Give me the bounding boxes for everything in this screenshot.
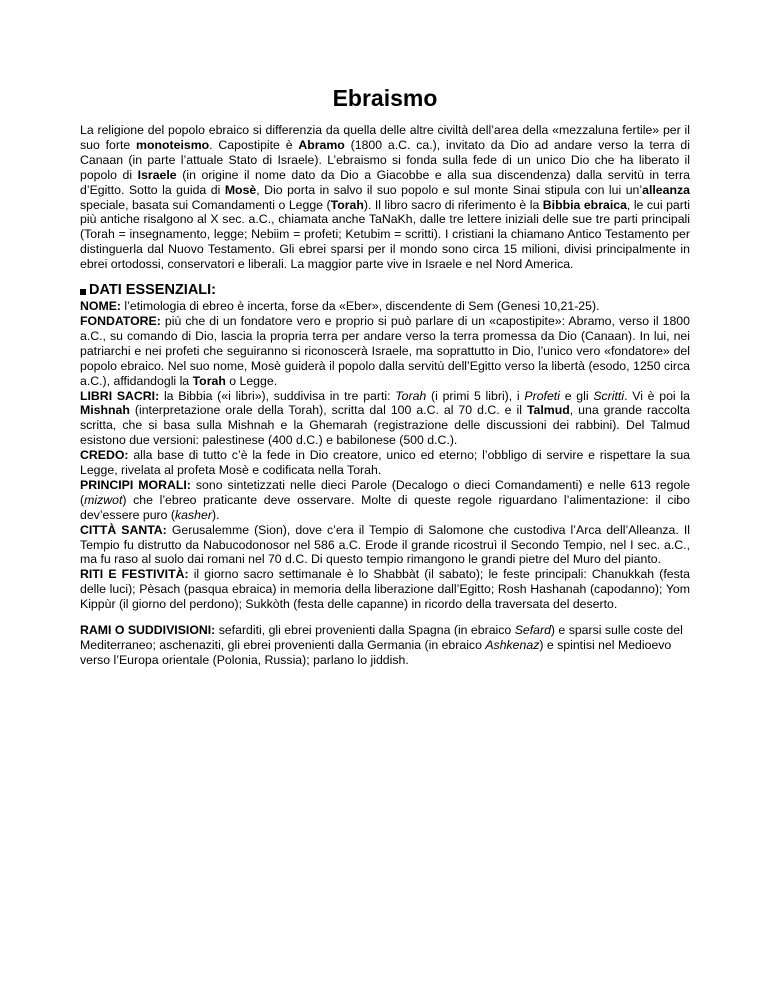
text-run: . Vi è poi la	[624, 388, 690, 403]
bold-text: monoteismo	[136, 137, 210, 152]
text-run: ) e sparsi sulle coste del Mediterraneo; aschenaziti, gli ebrei provenienti dalla Germania (in ebraico	[80, 623, 683, 652]
italic-text: Sefard	[514, 623, 551, 638]
italic-text: Torah	[395, 388, 427, 403]
italic-text: mizwot	[84, 492, 123, 507]
text-run: ) e spintisi nel Medioevo verso l’Europa orientale (Polonia, Russia); parlano lo jiddish.	[80, 638, 672, 667]
text-run: (in origine il nome dato da Dio a Giacobbe e alla sua discendenza) dalla servitù in terra d’Egitto. Sotto la guida di	[80, 167, 690, 197]
bold-text: Talmud	[526, 403, 570, 418]
square-bullet-icon	[80, 289, 86, 295]
bold-text: LIBRI SACRI:	[80, 388, 160, 403]
text-run: , le cui parti più antiche risalgono al X sec. a.C., chiamata anche TaNaKh, dalle tre lettere iniziali delle sue tre parti principali (Torah = insegnamento, legge; Nebiim = profeti; Ketubim = scritti). I cristiani la chiamano Antico Testamento per distinguerla dal Nuovo Testamento. Gli ebrei sparsi per il mondo sono circa 15 milioni, divisi principalmente in ebrei ortodossi, conservatori e liberali. La maggior parte vive in Israele e nel Nord America.	[80, 197, 691, 272]
text-run: , una grande raccolta scritta, che si basa sulla Mishnah e la Ghemarah (registrazione delle discussioni dei rabbini). Del Talmud esistono due versioni: palestinese (400 d.C.) e babilonese (500 d.C.).	[80, 403, 691, 448]
text-run: (interpretazione orale della Torah), scritta dal 100 a.C. al 70 d.C. e il	[129, 403, 527, 418]
text-run: sefarditi, gli ebrei provenienti dalla Spagna (in ebraico	[215, 623, 515, 638]
text-run: sono sintetizzati nelle dieci Parole (Decalogo o dieci Comandamenti) e nelle 613 regole (	[80, 477, 690, 507]
bold-text: RITI E FESTIVITÀ:	[80, 567, 189, 582]
text-run: speciale, basata sui Comandamenti o Legge (	[80, 197, 331, 212]
section-heading	[80, 281, 690, 299]
bold-text: CITTÀ SANTA:	[80, 522, 167, 537]
bold-text: FONDATORE:	[80, 313, 161, 328]
text-run: più che di un fondatore vero e proprio si può parlare di un «capostipite»: Abramo, verso il 1800 a.C., su comando di Dio, lascia la propria terra per andare verso la terra promessa da Dio (Canaan). In lui, nei patriarchi e nei profeti che seguiranno si riconoscerà Israele, ma soprattutto in Dio, l’unico vero «fondatore» del popolo ebraico. Nel suo nome, Mosè guiderà il popolo dalla servitù dell’Egitto verso la libertà (esodo, 1250 circa a.C.), affidandogli la	[80, 313, 690, 388]
intro-paragraph	[80, 123, 690, 272]
text-run: alla base di tutto c’è la fede in Dio creatore, unico ed eterno; l’obbligo di servire e rispettare la sua Legge, rivelata al profeta Mosè e codificata nella Torah.	[80, 448, 690, 478]
entry-nome	[80, 299, 690, 314]
text-run: (1800 a.C. ca.), invitato da Dio ad andare verso la terra di Canaan (in parte l’attuale Stato di Israele). L’ebraismo si fonda sulla fede di un unico Dio che ha liberato il popolo di	[80, 137, 690, 182]
section-title: DATI ESSENZIALI:	[89, 282, 217, 299]
bold-text: Mishnah	[80, 403, 130, 418]
text-run: la Bibbia («i libri»), suddivisa in tre parti:	[159, 388, 396, 403]
text-run: ).	[211, 507, 220, 522]
text-run: Gerusalemme (Sion), dove c’era il Tempio di Salomone che custodiva l’Arca dell’Alleanza. Il Tempio fu distrutto da Nabucodonosor nel 586 a.C. Erode il grande ricostruì il Secondo Tempio, nel I sec. a.C., ma fu raso al suolo dai romani nel 70 d.C. Di questo tempio rimangono le grandi pietre del Muro del pianto.	[80, 522, 690, 567]
entry-principi-morali	[80, 478, 690, 523]
text-run: . Capostipite è	[209, 137, 299, 152]
text-run: , Dio porta in salvo il suo popolo e sul monte Sinai stipula con lui un’	[256, 182, 643, 197]
entry-libri-sacri	[80, 389, 690, 449]
italic-text: kasher	[175, 507, 212, 522]
bold-text: Torah	[330, 197, 364, 212]
text-run: l’etimologia di ebreo è incerta, forse da «Eber», discendente di Sem (Genesi 10,21-25).	[121, 299, 600, 314]
bold-text: NOME:	[80, 299, 121, 314]
text-run: ). Il libro sacro di riferimento è la	[363, 197, 543, 212]
entry-fondatore	[80, 314, 690, 389]
text-run: ) che l’ebreo praticante deve osservare. Molte di queste regole riguardano l’alimentazione: il cibo dev’essere puro (	[80, 492, 690, 522]
bold-text: PRINCIPI MORALI:	[80, 477, 191, 492]
text-run: (i primi 5 libri), i	[426, 388, 525, 403]
entry-citta-santa	[80, 523, 690, 568]
document-title: Ebraismo	[332, 85, 438, 111]
italic-text: Profeti	[524, 388, 560, 403]
document-page	[80, 84, 690, 668]
text-run: o Legge.	[225, 373, 278, 388]
bold-text: RAMI O SUDDIVISIONI:	[80, 623, 216, 638]
bold-text: Torah	[192, 373, 226, 388]
bold-text: Israele	[137, 167, 177, 182]
bold-text: CREDO:	[80, 448, 129, 463]
text-run: e gli	[559, 388, 594, 403]
bold-text: Bibbia ebraica	[542, 197, 627, 212]
italic-text: Scritti	[593, 388, 625, 403]
bold-text: Abramo	[298, 137, 345, 152]
entry-riti-festivita	[80, 567, 690, 612]
italic-text: Ashkenaz	[485, 638, 540, 652]
entry-rami-suddivisioni	[80, 623, 690, 668]
bold-text: alleanza	[642, 182, 690, 197]
bold-text: Mosè	[224, 182, 257, 197]
text-run: il giorno sacro settimanale è lo Shabbàt (il sabato); le feste principali: Chanukkah (festa delle luci); Pèsach (pasqua ebraica) in memoria della liberazione dall’Egitto; Rosh Hashanah (capodanno); Yom Kippùr (il giorno del perdono); Sukkòth (festa delle capanne) in ricordo della traversata del deserto.	[80, 567, 690, 612]
text-run: La religione del popolo ebraico si differenzia da quella delle altre civiltà dell’area della «mezzaluna fertile» per il suo forte	[80, 123, 690, 152]
entry-credo	[80, 448, 690, 478]
